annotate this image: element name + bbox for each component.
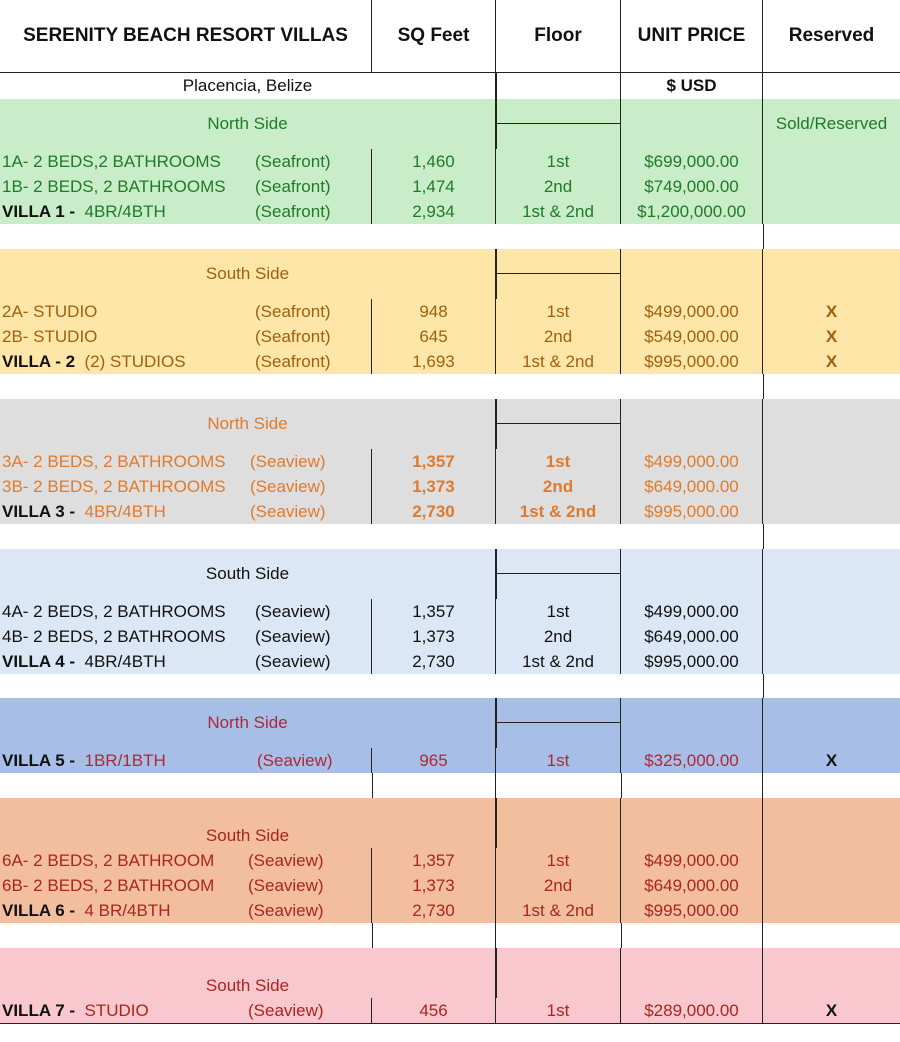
unit-view: (Seaview): [250, 476, 326, 496]
unit-floor: 1st: [496, 748, 621, 773]
unit-reserved: [763, 599, 900, 624]
unit-reserved: [763, 499, 900, 524]
section-price-cell: [621, 698, 763, 748]
unit-sqft: 1,357: [372, 848, 496, 873]
section-reserved-cell: [763, 948, 900, 998]
unit-price: $499,000.00: [621, 599, 763, 624]
unit-row: [0, 174, 900, 200]
unit-price: $549,000.00: [621, 324, 763, 349]
floor-split-line: [496, 423, 621, 424]
section-side-label: [0, 399, 496, 449]
unit-view: (Seafront): [255, 176, 331, 196]
unit-sqft: 1,474: [372, 174, 496, 199]
unit-sqft: 2,730: [372, 499, 496, 524]
section-price-cell: [621, 948, 763, 998]
unit-view: (Seaview): [248, 900, 324, 920]
unit-label: 6A- 2 BEDS, 2 BATHROOM: [2, 850, 215, 870]
unit-row: [0, 599, 900, 625]
unit-view: (Seafront): [255, 201, 331, 221]
unit-reserved: [763, 474, 900, 499]
floor-split-line: [496, 722, 621, 723]
unit-floor: 2nd: [496, 474, 621, 499]
unit-description: [0, 174, 372, 199]
section-side-text: North Side: [207, 114, 288, 133]
floor-split-line: [496, 273, 621, 274]
section-floor-cell: [496, 399, 621, 449]
section-side-label: [0, 99, 496, 149]
villa-name: VILLA 6 -: [2, 900, 76, 920]
spacer-row: [0, 923, 900, 949]
unit-floor: 2nd: [496, 174, 621, 199]
section-side-label: [0, 249, 496, 299]
unit-view: (Seaview): [257, 750, 333, 770]
floor-split-line: [496, 573, 621, 574]
unit-floor: 1st: [496, 998, 621, 1023]
section-side-text: South Side: [205, 826, 290, 845]
unit-floor: 1st & 2nd: [496, 349, 621, 374]
unit-row: [0, 474, 900, 500]
unit-view: (Seaview): [250, 451, 326, 471]
villa-name: VILLA 7 -: [2, 1000, 76, 1020]
unit-price: $995,000.00: [621, 499, 763, 524]
section-header-7: [0, 948, 900, 999]
unit-label: 4A- 2 BEDS, 2 BATHROOMS: [2, 601, 226, 621]
currency-label: $ USD: [621, 72, 763, 99]
unit-label: (2) STUDIOS: [84, 351, 186, 371]
section-reserved-cell: [763, 99, 900, 149]
unit-sqft: 645: [372, 324, 496, 349]
unit-reserved: X: [825, 750, 838, 770]
unit-description: [0, 299, 372, 324]
unit-sqft: 1,373: [372, 474, 496, 499]
unit-description: [0, 599, 372, 624]
unit-reserved: [763, 848, 900, 873]
section-header-3: [0, 399, 900, 450]
location-row: [0, 72, 900, 100]
unit-row: [0, 624, 900, 650]
unit-row: [0, 898, 900, 924]
unit-price: $289,000.00: [621, 998, 763, 1023]
unit-label: 6B- 2 BEDS, 2 BATHROOM: [2, 875, 215, 895]
unit-price: $995,000.00: [621, 649, 763, 674]
section-floor-cell: [496, 798, 621, 848]
unit-label: 4 BR/4BTH: [84, 900, 171, 920]
location-reserved-cell: [763, 72, 900, 99]
villa-name: VILLA 5 -: [2, 750, 76, 770]
unit-floor: 1st: [496, 449, 621, 474]
unit-price: $995,000.00: [621, 898, 763, 923]
unit-reserved: [763, 649, 900, 674]
unit-label: 1B- 2 BEDS, 2 BATHROOMS: [2, 176, 226, 196]
header-sq-feet: SQ Feet: [372, 0, 496, 72]
villa-name: VILLA - 2: [2, 351, 76, 371]
unit-row: [0, 299, 900, 325]
unit-sqft: 965: [372, 748, 496, 773]
unit-price: $499,000.00: [621, 299, 763, 324]
unit-label: 2B- STUDIO: [2, 326, 98, 346]
unit-sqft: 1,357: [372, 599, 496, 624]
unit-description: [0, 324, 372, 349]
unit-price: $499,000.00: [621, 449, 763, 474]
unit-row: [0, 149, 900, 175]
unit-label: STUDIO: [84, 1000, 149, 1020]
unit-label: 2A- STUDIO: [2, 301, 98, 321]
unit-view: (Seafront): [255, 326, 331, 346]
unit-sqft: 1,373: [372, 873, 496, 898]
section-side-text: South Side: [205, 264, 290, 283]
section-price-cell: [621, 549, 763, 599]
unit-row: [0, 848, 900, 874]
unit-row: [0, 324, 900, 350]
section-side-text: South Side: [205, 976, 290, 995]
section-price-cell: [621, 99, 763, 149]
unit-description: [0, 748, 372, 773]
unit-floor: 1st: [496, 299, 621, 324]
unit-label: 3B- 2 BEDS, 2 BATHROOMS: [2, 476, 226, 496]
unit-row: [0, 199, 900, 225]
unit-floor: 1st: [496, 599, 621, 624]
section-header-6: [0, 798, 900, 849]
unit-label: 1A- 2 BEDS,2 BATHROOMS: [2, 151, 221, 171]
header-title: SERENITY BEACH RESORT VILLAS: [0, 0, 372, 72]
spacer-row: [0, 524, 900, 550]
unit-price: $649,000.00: [621, 474, 763, 499]
unit-description: [0, 624, 372, 649]
unit-price: $649,000.00: [621, 624, 763, 649]
spacer-row: [0, 224, 900, 250]
unit-view: (Seafront): [255, 301, 331, 321]
unit-sqft: 2,730: [372, 649, 496, 674]
unit-view: (Seaview): [248, 1000, 324, 1020]
section-floor-cell: [496, 99, 621, 149]
section-floor-cell: [496, 948, 621, 998]
unit-view: (Seaview): [250, 501, 326, 521]
section-reserved-cell: [763, 798, 900, 848]
unit-reserved: X: [825, 1000, 838, 1020]
unit-price: $749,000.00: [621, 174, 763, 199]
unit-view: (Seafront): [255, 351, 331, 371]
unit-description: [0, 474, 372, 499]
unit-label: 1BR/1BTH: [84, 750, 166, 770]
section-floor-cell: [496, 249, 621, 299]
unit-row: [0, 499, 900, 525]
unit-description: [0, 873, 372, 898]
unit-view: (Seaview): [255, 601, 331, 621]
unit-description: [0, 449, 372, 474]
section-header-2: [0, 249, 900, 300]
unit-floor: 1st & 2nd: [496, 499, 621, 524]
unit-price: $1,200,000.00: [621, 199, 763, 224]
unit-reserved: [763, 449, 900, 474]
section-side-text: North Side: [207, 713, 288, 732]
unit-sqft: 2,730: [372, 898, 496, 923]
location-floor-cell: [496, 72, 621, 99]
unit-view: (Seaview): [255, 651, 331, 671]
unit-reserved: [763, 873, 900, 898]
spacer-row: [0, 374, 900, 400]
section-reserved-cell: [763, 698, 900, 748]
unit-row: [0, 748, 900, 774]
unit-view: (Seaview): [248, 875, 324, 895]
unit-description: [0, 199, 372, 224]
section-reserved-cell: [763, 549, 900, 599]
unit-sqft: 1,357: [372, 449, 496, 474]
header-unit-price: UNIT PRICE: [621, 0, 763, 72]
floor-split-line: [496, 123, 621, 124]
unit-row: [0, 649, 900, 675]
unit-price: $325,000.00: [621, 748, 763, 773]
header-row: [0, 0, 900, 73]
unit-view: (Seaview): [255, 626, 331, 646]
unit-sqft: 456: [372, 998, 496, 1023]
section-price-cell: [621, 249, 763, 299]
unit-reserved: X: [825, 301, 838, 321]
unit-reserved: [763, 898, 900, 923]
section-floor-cell: [496, 549, 621, 599]
villa-name: VILLA 3 -: [2, 501, 76, 521]
header-floor: Floor: [496, 0, 621, 72]
location-label: Placencia, Belize: [0, 72, 496, 99]
unit-reserved: [763, 199, 900, 224]
unit-description: [0, 349, 372, 374]
unit-floor: 1st & 2nd: [496, 898, 621, 923]
unit-description: [0, 499, 372, 524]
unit-view: (Seafront): [255, 151, 331, 171]
unit-sqft: 1,693: [372, 349, 496, 374]
villa-name: VILLA 1 -: [2, 201, 76, 221]
unit-reserved: X: [825, 326, 838, 346]
section-header-1: [0, 99, 900, 150]
unit-row: [0, 349, 900, 375]
spacer-row: [0, 674, 900, 699]
unit-floor: 2nd: [496, 324, 621, 349]
spacer-row: [0, 773, 900, 799]
unit-description: [0, 898, 372, 923]
header-reserved: Reserved: [788, 25, 875, 46]
section-side-text: South Side: [205, 564, 290, 583]
section-side-label: [0, 948, 496, 998]
unit-view: (Seaview): [248, 850, 324, 870]
unit-label: 4BR/4BTH: [84, 651, 166, 671]
unit-reserved: X: [825, 351, 838, 371]
unit-reserved: [763, 149, 900, 174]
unit-reserved: [763, 624, 900, 649]
section-side-label: [0, 698, 496, 748]
unit-row: [0, 998, 900, 1024]
unit-sqft: 2,934: [372, 199, 496, 224]
unit-description: [0, 149, 372, 174]
section-price-cell: [621, 399, 763, 449]
unit-price: $499,000.00: [621, 848, 763, 873]
unit-label: 4BR/4BTH: [84, 501, 166, 521]
section-price-cell: [621, 798, 763, 848]
section-header-5: [0, 698, 900, 749]
unit-label: 4BR/4BTH: [84, 201, 166, 221]
unit-row: [0, 873, 900, 899]
unit-label: 4B- 2 BEDS, 2 BATHROOMS: [2, 626, 226, 646]
unit-description: [0, 998, 372, 1023]
unit-sqft: 1,373: [372, 624, 496, 649]
unit-floor: 1st & 2nd: [496, 199, 621, 224]
unit-floor: 1st & 2nd: [496, 649, 621, 674]
villa-name: VILLA 4 -: [2, 651, 76, 671]
unit-floor: 1st: [496, 149, 621, 174]
section-header-4: [0, 549, 900, 600]
section-reserved-cell: [763, 399, 900, 449]
section-side-label: [0, 798, 496, 848]
section-side-text: North Side: [207, 414, 288, 433]
unit-row: [0, 449, 900, 475]
unit-floor: 2nd: [496, 873, 621, 898]
section-floor-cell: [496, 698, 621, 748]
unit-price: $699,000.00: [621, 149, 763, 174]
unit-description: [0, 848, 372, 873]
unit-price: $649,000.00: [621, 873, 763, 898]
unit-floor: 2nd: [496, 624, 621, 649]
unit-description: [0, 649, 372, 674]
unit-floor: 1st: [496, 848, 621, 873]
section-side-label: [0, 549, 496, 599]
unit-label: 3A- 2 BEDS, 2 BATHROOMS: [2, 451, 226, 471]
unit-price: $995,000.00: [621, 349, 763, 374]
unit-sqft: 1,460: [372, 149, 496, 174]
unit-reserved: [763, 174, 900, 199]
unit-sqft: 948: [372, 299, 496, 324]
section-reserved-cell: [763, 249, 900, 299]
sold-reserved-label: Sold/Reserved: [775, 114, 888, 133]
